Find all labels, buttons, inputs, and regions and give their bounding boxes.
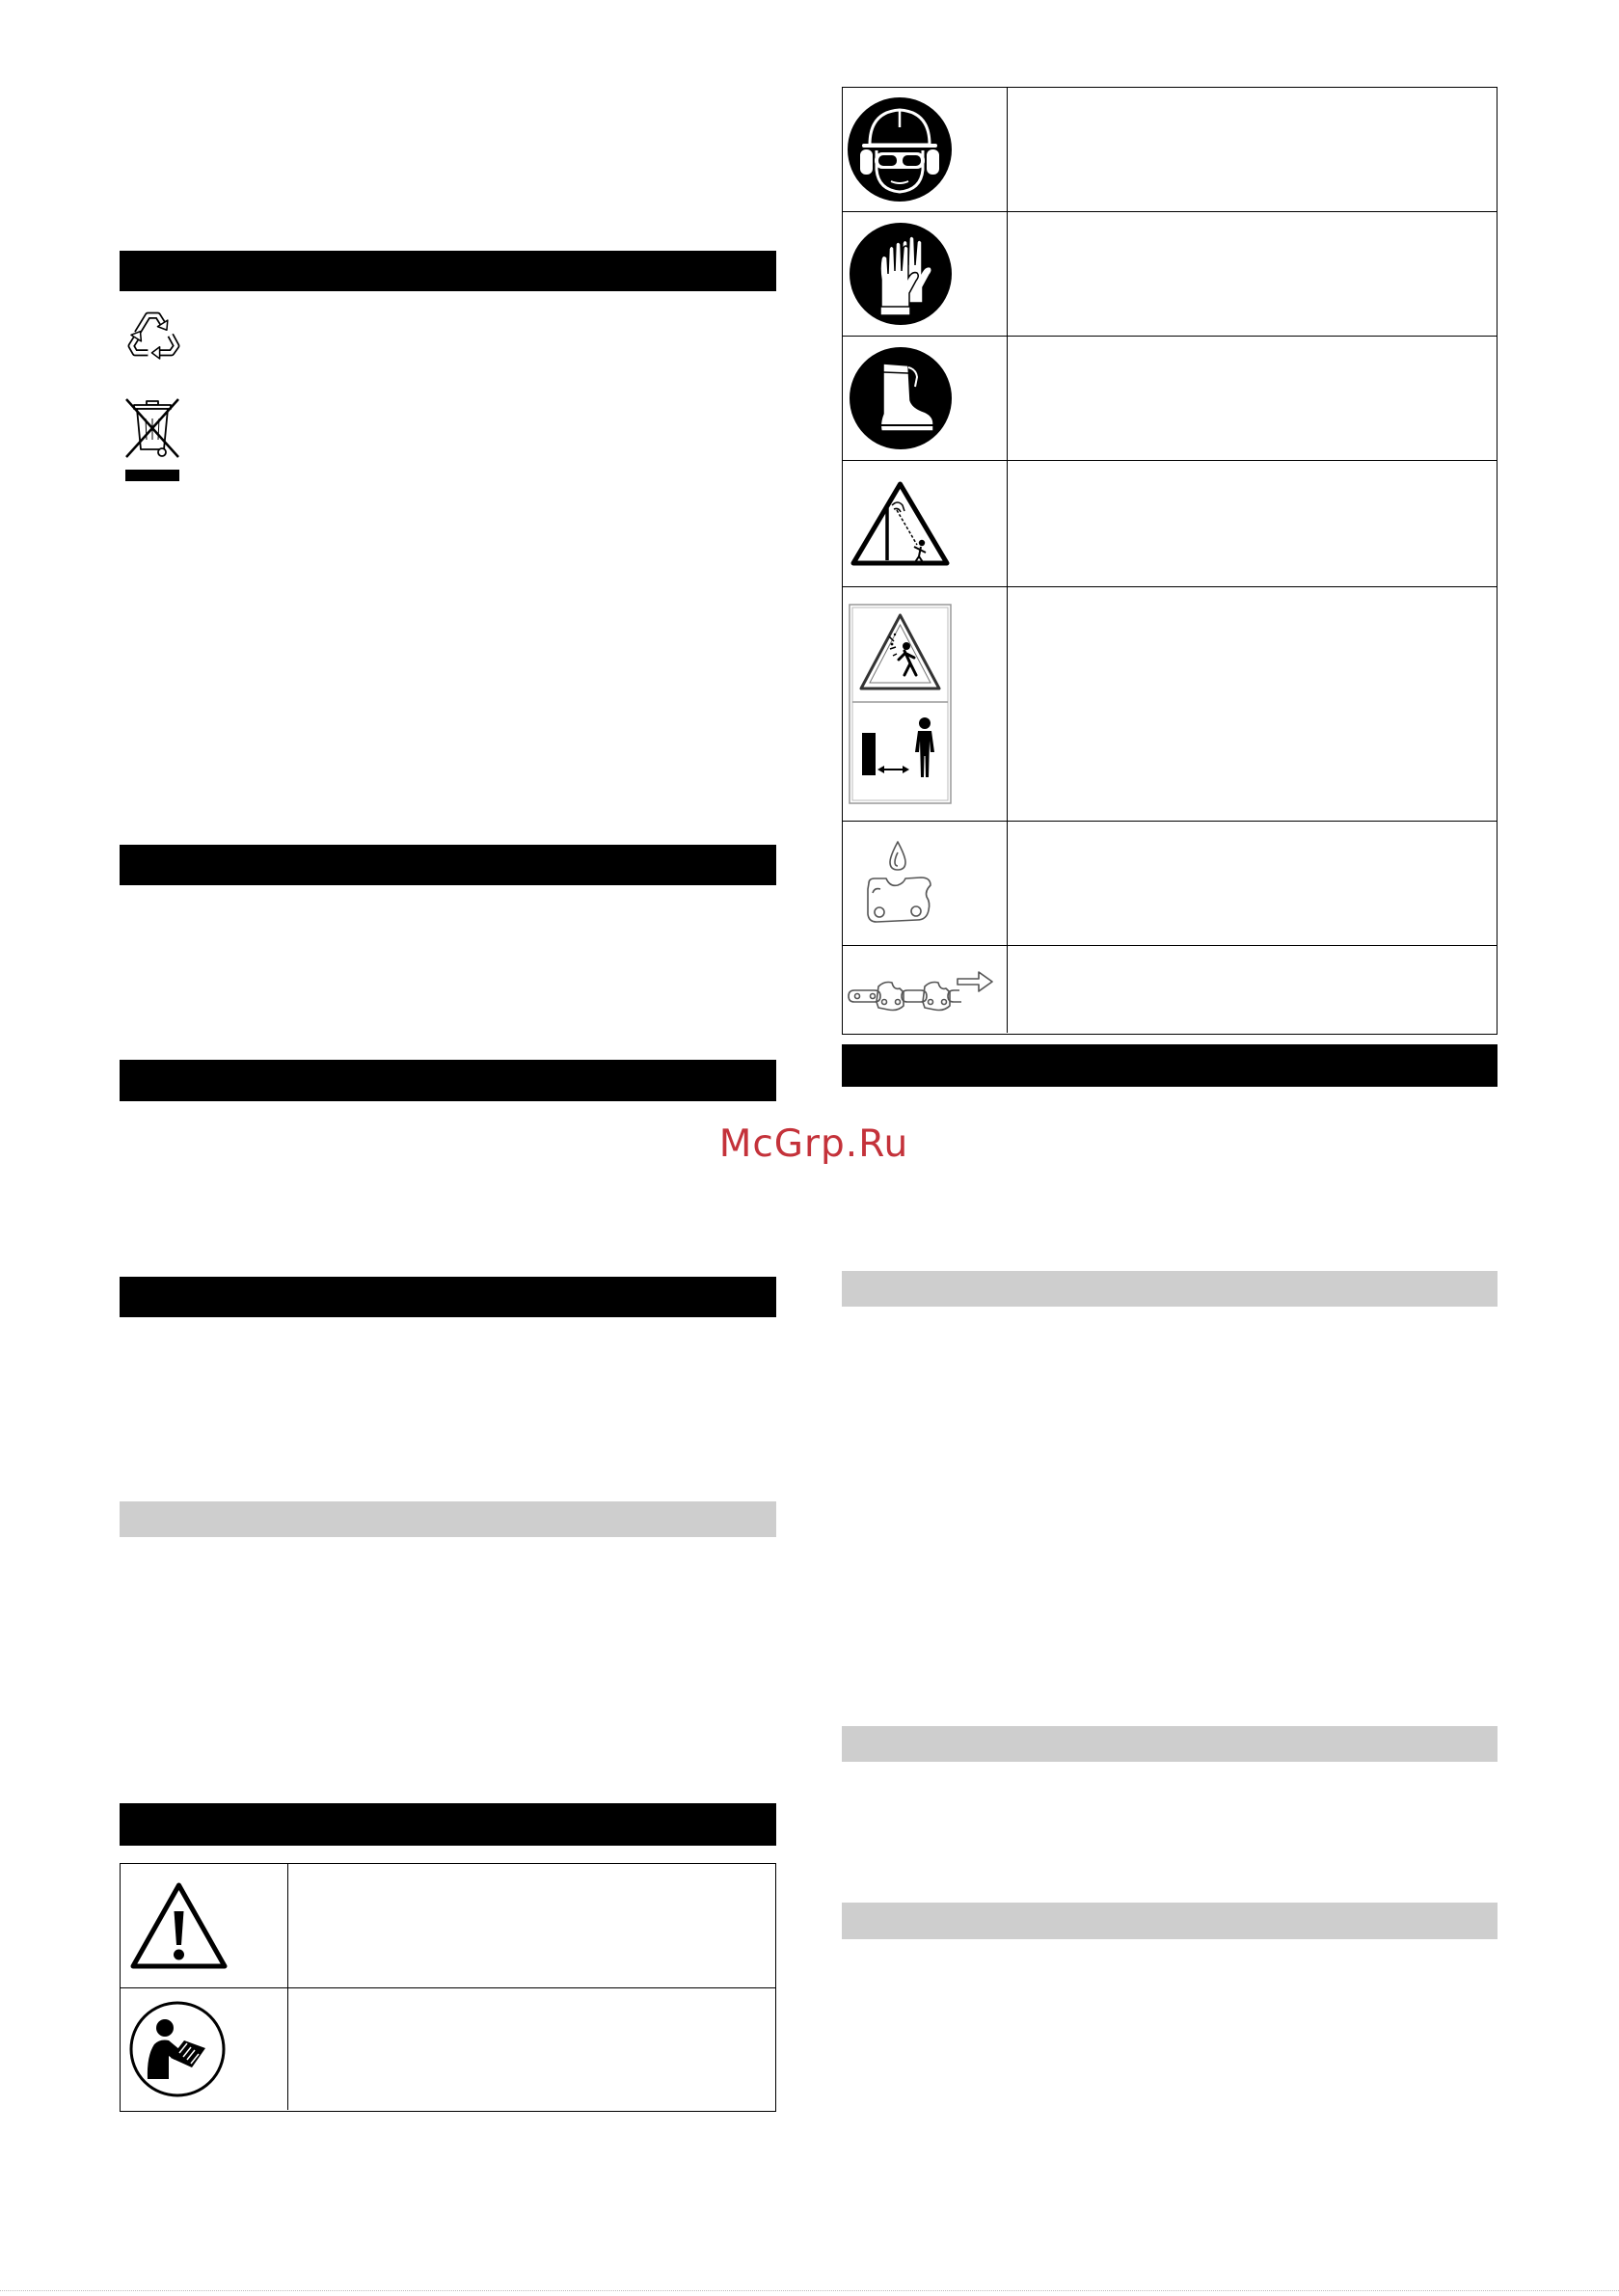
symbol-icon-cell	[843, 822, 1008, 945]
falling-tree-warning-icon	[849, 479, 952, 568]
head-protection-icon	[847, 96, 953, 203]
symbol-row	[843, 460, 1497, 586]
subsection-heading-bar-4	[842, 1903, 1498, 1939]
symbol-table-left	[120, 1863, 776, 2112]
subsection-heading-bar-2	[842, 1271, 1498, 1307]
symbol-table-right	[842, 87, 1498, 1035]
subsection-heading-bar-1	[120, 1501, 776, 1537]
subsection-heading-bar-3	[842, 1726, 1498, 1762]
section-heading-bar-5	[120, 1803, 776, 1846]
symbol-icon-cell	[843, 587, 1008, 821]
symbol-row	[843, 88, 1497, 211]
warning-triangle-icon	[128, 1880, 229, 1971]
symbol-icon-cell	[843, 212, 1008, 336]
symbol-icon-cell	[843, 946, 1008, 1034]
recycle-icon	[124, 303, 183, 362]
section-heading-bar-3	[120, 1060, 776, 1101]
symbol-description	[1008, 587, 1497, 821]
symbol-description	[288, 1864, 775, 1987]
watermark-text: McGrp.Ru	[718, 1122, 909, 1166]
symbol-icon-cell	[843, 461, 1008, 586]
safety-boots-icon	[849, 346, 953, 450]
symbol-row	[843, 211, 1497, 336]
symbol-description	[1008, 337, 1497, 460]
symbol-row	[843, 821, 1497, 945]
symbol-icon-cell	[121, 1864, 288, 1987]
symbol-row	[121, 1987, 775, 2111]
page-edge-line	[0, 2290, 1619, 2291]
symbol-description	[1008, 822, 1497, 945]
section-heading-bar-4	[120, 1277, 776, 1317]
symbol-description	[288, 1988, 775, 2111]
symbol-icon-cell	[121, 1988, 288, 2111]
section-heading-bar-1	[120, 251, 776, 291]
section-heading-bar-6	[842, 1044, 1498, 1087]
symbol-row	[843, 336, 1497, 460]
symbol-description	[1008, 946, 1497, 1034]
thrown-objects-keep-distance-icon	[849, 604, 952, 804]
symbol-description	[1008, 88, 1497, 211]
symbol-icon-cell	[843, 88, 1008, 211]
section-heading-bar-2	[120, 845, 776, 885]
symbol-description	[1008, 212, 1497, 336]
symbol-description	[1008, 461, 1497, 586]
symbol-row	[843, 945, 1497, 1034]
read-manual-icon	[128, 2000, 227, 2098]
symbol-row	[843, 586, 1497, 821]
protective-gloves-icon	[849, 222, 953, 326]
crossed-out-bin-icon	[121, 395, 183, 483]
chain-lubrication-icon	[863, 839, 936, 927]
symbol-row	[121, 1864, 775, 1987]
symbol-icon-cell	[843, 337, 1008, 460]
chain-running-direction-icon	[846, 963, 995, 1014]
